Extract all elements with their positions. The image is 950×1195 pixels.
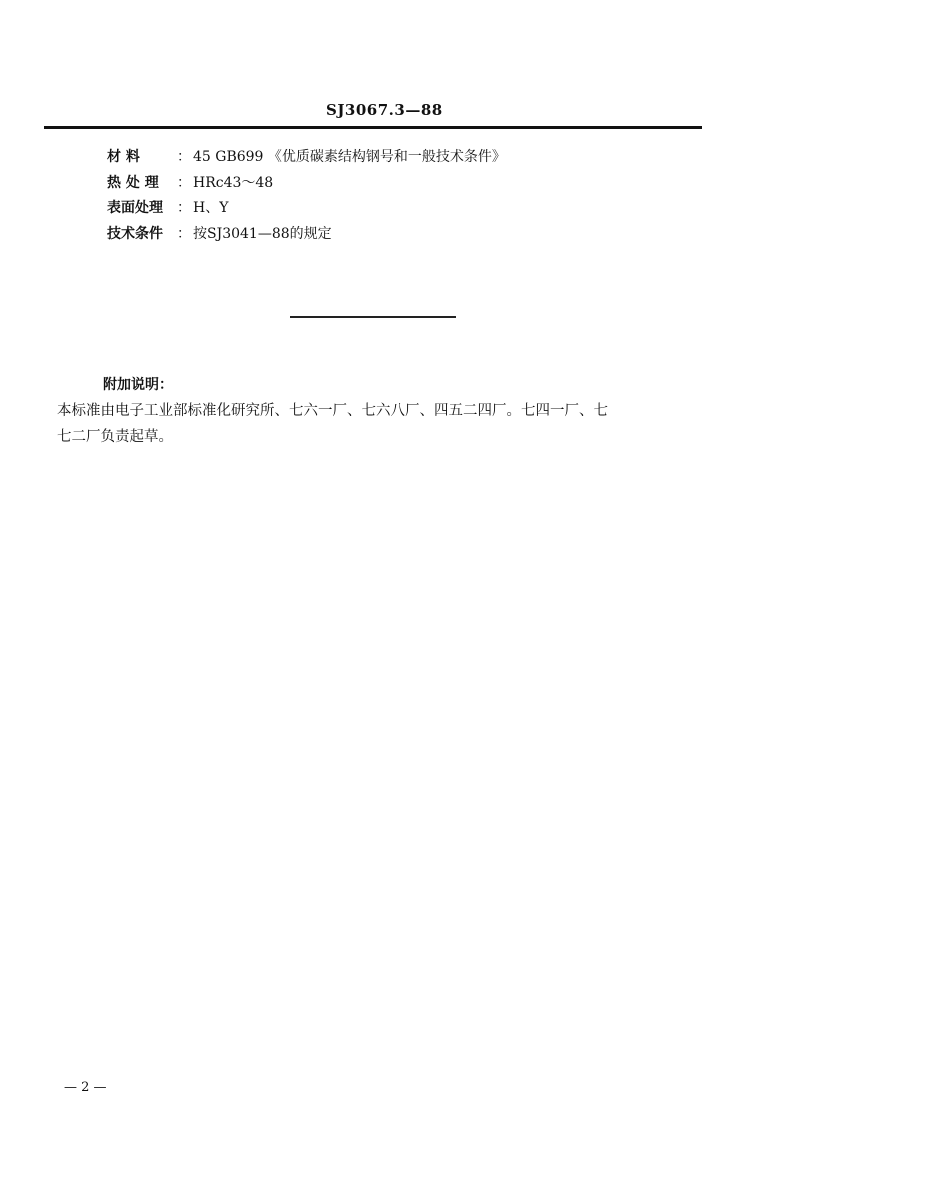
spec-label: 技术条件 [107,226,163,242]
spec-label: 材 料 [107,149,140,165]
note-body [57,398,707,450]
spec-label: 热 处 理 [107,175,159,191]
note-title: 附加说明： [103,377,173,393]
spec-label: 表面处理 [107,200,163,216]
spec-separator: ： [177,200,191,216]
note-line: 本标准由电子工业部标准化研究所、七六一厂、七六八厂、四五二四厂。七四一厂、七 [57,403,608,419]
spec-value: H、Y [193,200,229,216]
spec-row-surface-treatment [107,197,228,217]
spec-separator: ： [177,175,191,191]
spec-value: 按SJ3041—88的规定 [193,226,332,242]
spec-row-heat-treatment [107,172,273,192]
spec-value: HRc43～48 [193,175,274,191]
spec-row-material [107,146,506,166]
spec-value: 45 GB699 《优质碳素结构钢号和一般技术条件》 [193,149,506,165]
note-line: 七二厂负责起草。 [57,429,173,445]
header-rule [44,126,702,129]
section-divider [290,316,456,318]
standard-number: SJ3067.3—88 [326,101,443,119]
spec-row-technical-conditions [107,223,332,243]
page-number: — 2 — [64,1080,107,1095]
spec-separator: ： [177,226,191,242]
spec-separator: ： [177,149,191,165]
